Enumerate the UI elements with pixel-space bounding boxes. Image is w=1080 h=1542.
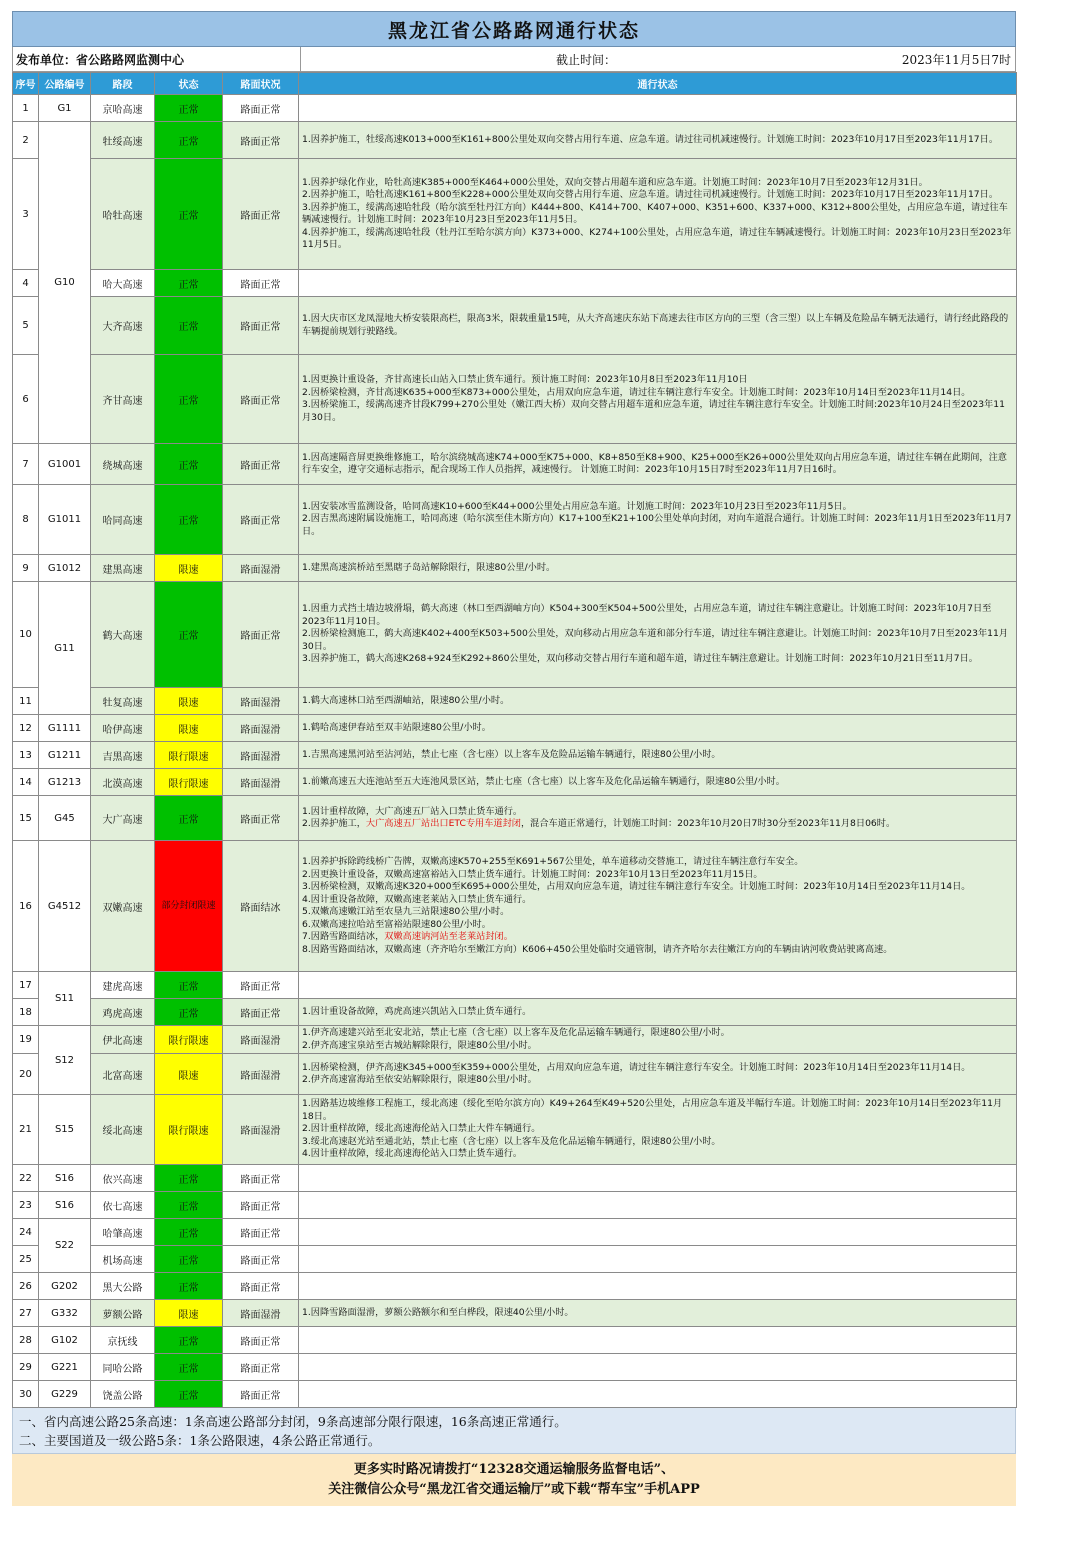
surface-condition: 路面正常 — [223, 159, 299, 270]
surface-condition: 路面正常 — [223, 444, 299, 485]
footer-line-1: 更多实时路况请拨打“12328交通运输服务监督电话”、 — [353, 1462, 675, 1477]
surface-condition: 路面正常 — [223, 355, 299, 444]
surface-condition: 路面正常 — [223, 1246, 299, 1273]
road-section: 北富高速 — [91, 1054, 155, 1095]
row-number: 30 — [13, 1381, 39, 1408]
road-section: 京抚线 — [91, 1327, 155, 1354]
status-badge: 正常 — [155, 122, 223, 159]
surface-condition: 路面正常 — [223, 796, 299, 841]
status-badge: 正常 — [155, 1219, 223, 1246]
traffic-details — [299, 715, 1017, 742]
road-code: G221 — [39, 1354, 91, 1381]
status-badge: 正常 — [155, 95, 223, 122]
table-row — [13, 796, 1017, 841]
road-code: G4512 — [39, 841, 91, 972]
table-row — [13, 1246, 1017, 1273]
road-code: G229 — [39, 1381, 91, 1408]
detail-line: 3.绥北高速赵光站至通北站，禁止七座（含七座）以上客车及危化品运输车辆通行，限速80公里/小时。 — [302, 1135, 721, 1147]
row-number: 12 — [13, 715, 39, 742]
traffic-details — [299, 122, 1017, 159]
detail-line: 1.建黑高速滨桥站至黑瞎子岛站解除限行，限速80公里/小时。 — [302, 561, 556, 573]
road-code: S15 — [39, 1095, 91, 1165]
detail-line: 3.因桥梁施工，绥满高速齐甘段K799+270公里处（嫩江西大桥）双向交替占用超车道和应急车道，请过往车辆注意行车安全。计划施工时间:2023年10月24日至2023年11月30日。 — [302, 399, 1005, 423]
footer-line-2: 关注微信公众号“黑龙江省交通运输厅”或下载“帮车宝”手机APP — [328, 1482, 700, 1497]
traffic-details — [299, 1300, 1017, 1327]
traffic-details — [299, 1246, 1017, 1273]
detail-line: 2.因桥梁检测施工，鹤大高速K402+400至K503+500公里处，双向移动占用应急车道和部分行车道，请过往车辆注意避让。计划施工时间：2023年10月7日至2023年11月30日。 — [302, 628, 1009, 652]
traffic-details — [299, 1192, 1017, 1219]
surface-condition: 路面正常 — [223, 1165, 299, 1192]
road-section: 鹤大高速 — [91, 582, 155, 688]
road-code: G1001 — [39, 444, 91, 485]
header-status: 状态 — [155, 73, 223, 95]
status-badge: 正常 — [155, 1273, 223, 1300]
detail-line: 1.因计重设备故障，鸡虎高速兴凯站入口禁止货车通行。 — [302, 1005, 532, 1017]
surface-condition: 路面湿滑 — [223, 715, 299, 742]
row-number: 15 — [13, 796, 39, 841]
road-code: G45 — [39, 796, 91, 841]
traffic-details — [299, 769, 1017, 796]
road-section: 伊北高速 — [91, 1026, 155, 1054]
traffic-details — [299, 796, 1017, 841]
road-section: 黑大公路 — [91, 1273, 155, 1300]
surface-condition: 路面湿滑 — [223, 555, 299, 582]
detail-line: 8.因路雪路面结冰，双嫩高速（齐齐哈尔至嫩江方向）K606+450公里处临时交通管制，请齐齐哈尔去往嫩江方向的车辆由讷河收费站驶离高速。 — [302, 943, 893, 955]
detail-line: 1.因路基边坡维修工程施工，绥北高速（绥化至哈尔滨方向）K49+264至K49+520公里处，占用应急车道及半幅行车道。计划施工时间：2023年10月14日至2023年11月18日。 — [302, 1098, 1003, 1122]
status-badge: 限速 — [155, 555, 223, 582]
row-number: 26 — [13, 1273, 39, 1300]
road-code: G11 — [39, 582, 91, 715]
row-number: 2 — [13, 122, 39, 159]
row-number: 9 — [13, 555, 39, 582]
detail-line: 2.因养护施工，哈牡高速K161+800至K228+000公里处双向交替占用行车道、应急车道。请过往司机减速慢行。计划施工时间：2023年10月17日至2023年11月17日。 — [302, 189, 999, 200]
table-row — [13, 1354, 1017, 1381]
surface-condition: 路面湿滑 — [223, 1300, 299, 1327]
status-badge: 正常 — [155, 355, 223, 444]
row-number: 4 — [13, 270, 39, 297]
row-number: 21 — [13, 1095, 39, 1165]
traffic-details — [299, 1381, 1017, 1408]
highlight-text: 大广高速五厂站出口ETC专用车道封闭 — [365, 818, 521, 829]
surface-condition: 路面正常 — [223, 972, 299, 999]
row-number: 27 — [13, 1300, 39, 1327]
detail-line: 4.因养护施工，绥满高速哈牡段（牡丹江至哈尔滨方向）K373+000、K274+100公里处，占用应急车道，请过往车辆减速慢行。计划施工时间：2023年10月23日至2023年11月5日。 — [302, 226, 1012, 250]
traffic-details — [299, 485, 1017, 555]
detail-line: 1.鹤大高速林口站至西湖岫站，限速80公里/小时。 — [302, 694, 510, 706]
status-badge: 限行限速 — [155, 769, 223, 796]
road-section: 哈伊高速 — [91, 715, 155, 742]
table-row — [13, 444, 1017, 485]
traffic-details — [299, 1095, 1017, 1165]
detail-line: 2.因更换计重设备，双嫩高速富裕站入口禁止货车通行。计划施工时间：2023年10月13日至2023年11月15日。 — [302, 868, 763, 880]
detail-line: 1.因安装冰雪监测设备，哈同高速K10+600至K44+000公里处占用应急车道。计划施工时间：2023年10月23日至2023年11月5日。 — [302, 500, 852, 512]
road-section: 绥北高速 — [91, 1095, 155, 1165]
row-number: 1 — [13, 95, 39, 122]
road-section: 哈肇高速 — [91, 1219, 155, 1246]
detail-line: 4.因计重设备故障，双嫩高速老莱站入口禁止货车通行。 — [302, 893, 532, 905]
deadline-value: 2023年11月5日7时 — [901, 52, 1011, 67]
surface-condition: 路面正常 — [223, 999, 299, 1026]
detail-line: 1.因养护拆除跨线桥广告牌，双嫩高速K570+255至K691+567公里处，单车道移动交替施工，请过往车辆注意行车安全。 — [302, 856, 804, 867]
row-number: 29 — [13, 1354, 39, 1381]
surface-condition: 路面正常 — [223, 1219, 299, 1246]
traffic-details — [299, 1026, 1017, 1054]
road-section: 双嫩高速 — [91, 841, 155, 972]
detail-line: 2.伊齐高速富海站至依安站解除限行，限速80公里/小时。 — [302, 1074, 537, 1085]
footer-box — [12, 1454, 1016, 1506]
table-header-row — [13, 73, 1017, 95]
surface-condition: 路面正常 — [223, 1273, 299, 1300]
row-number: 18 — [13, 999, 39, 1026]
road-section: 齐甘高速 — [91, 355, 155, 444]
road-section: 哈牡高速 — [91, 159, 155, 270]
table-row — [13, 742, 1017, 769]
table-row — [13, 270, 1017, 297]
traffic-details — [299, 1273, 1017, 1300]
table-row — [13, 999, 1017, 1026]
status-badge: 正常 — [155, 1354, 223, 1381]
row-number: 10 — [13, 582, 39, 688]
surface-condition: 路面正常 — [223, 297, 299, 355]
status-badge: 限速 — [155, 1054, 223, 1095]
detail-line: 1.因养护施工，牡绥高速K013+000至K161+800公里处双向交替占用行车道、应急车道。请过往司机减速慢行。计划施工时间：2023年10月17日至2023年11月17日。 — [302, 133, 999, 145]
detail-line: 2.因计重样故障，绥北高速海伦站入口禁止大件车辆通行。 — [302, 1123, 541, 1135]
status-badge: 正常 — [155, 1327, 223, 1354]
detail-line: 2.因吉黑高速附属设施施工，哈同高速（哈尔滨至佳木斯方向）K17+100至K21+100公里处单向封闭，对向车道混合通行。计划施工时间：2023年11月1日至2023年11月7日。 — [302, 513, 1012, 537]
road-code: S12 — [39, 1026, 91, 1095]
road-code: G202 — [39, 1273, 91, 1300]
summary-line-1: 一、省内高速公路25条高速：1条高速公路部分封闭，9条高速部分限行限速，16条高速正常通行。 — [19, 1414, 567, 1429]
row-number: 20 — [13, 1054, 39, 1095]
table-row — [13, 485, 1017, 555]
traffic-details — [299, 1219, 1017, 1246]
road-section: 北漠高速 — [91, 769, 155, 796]
status-badge: 正常 — [155, 297, 223, 355]
road-section: 京哈高速 — [91, 95, 155, 122]
status-badge: 正常 — [155, 444, 223, 485]
detail-line: 1.因桥梁检测，伊齐高速K345+000至K359+000公里处，占用双向应急车道，请过往车辆注意行车安全。计划施工时间：2023年10月14日至2023年11月14日。 — [302, 1061, 971, 1073]
detail-line: 5.双嫩高速嫩江站至农垦九三站限速80公里/小时。 — [302, 906, 510, 917]
road-code: G1211 — [39, 742, 91, 769]
row-number: 23 — [13, 1192, 39, 1219]
traffic-details — [299, 444, 1017, 485]
status-badge: 限速 — [155, 1300, 223, 1327]
table-row — [13, 582, 1017, 688]
row-number: 17 — [13, 972, 39, 999]
table-row — [13, 715, 1017, 742]
header-surface: 路面状况 — [223, 73, 299, 95]
road-section: 鸡虎高速 — [91, 999, 155, 1026]
traffic-details — [299, 555, 1017, 582]
detail-line: 3.因养护施工，鹤大高速K268+924至K292+860公里处，双向移动交替占用行车道和超车道，请过往车辆注意避让。计划施工时间：2023年10月21日至11月7日。 — [302, 653, 978, 665]
status-badge: 正常 — [155, 999, 223, 1026]
surface-condition: 路面湿滑 — [223, 742, 299, 769]
surface-condition: 路面正常 — [223, 270, 299, 297]
road-section: 绕城高速 — [91, 444, 155, 485]
detail-line: 1.鹤哈高速伊春站至双丰站限速80公里/小时。 — [302, 721, 491, 733]
detail-line: 3.因养护施工，绥满高速哈牡段（哈尔滨至牡丹江方向）K444+800、K414+700、K407+000、K351+600、K337+000、K312+800公里处，占用应急车道，请过往车辆减速慢行。计划施工时间：2023年10月23日至2023年11月5日。 — [302, 201, 1008, 225]
detail-line: 1.因大庆市区龙凤湿地大桥安装限高栏，限高3米，限载重量15吨，从大齐高速庆东站下高速去往市区方向的三型（含三型）以上车辆及危险品车辆无法通行，请行经此路段的车辆提前规划行驶路线。 — [302, 313, 1009, 337]
publisher-row — [12, 47, 1016, 72]
traffic-details — [299, 95, 1017, 122]
summary-box — [12, 1408, 1016, 1454]
detail-line: 1.前嫩高速五大连池站至五大连池风景区站，禁止七座（含七座）以上客车及危化品运输车辆通行，限速80公里/小时。 — [302, 775, 785, 787]
road-section: 建黑高速 — [91, 555, 155, 582]
row-number: 3 — [13, 159, 39, 270]
table-row — [13, 555, 1017, 582]
table-row — [13, 1165, 1017, 1192]
table-row — [13, 297, 1017, 355]
road-code: S22 — [39, 1219, 91, 1273]
table-row — [13, 159, 1017, 270]
traffic-details — [299, 688, 1017, 715]
detail-line: 3.因桥梁检测，双嫩高速K320+000至K695+000公里处，占用双向应急车道，请过往车辆注意行车安全。计划施工时间：2023年10月14日至2023年11月14日。 — [302, 881, 971, 892]
road-section: 牡绥高速 — [91, 122, 155, 159]
detail-line — [302, 818, 1013, 831]
detail-line: 1.吉黑高速黑河站至沾河站，禁止七座（含七座）以上客车及危险品运输车辆通行，限速80公里/小时。 — [302, 748, 721, 760]
table-row — [13, 95, 1017, 122]
detail-line: 1.伊齐高速建兴站至北安北站，禁止七座（含七座）以上客车及危化品运输车辆通行，限速80公里/小时。 — [302, 1027, 730, 1038]
road-code: G332 — [39, 1300, 91, 1327]
status-badge: 限行限速 — [155, 1095, 223, 1165]
table-row — [13, 355, 1017, 444]
traffic-details — [299, 999, 1017, 1026]
detail-line: 2.伊齐高速宝泉站至古城站解除限行，限速80公里/小时。 — [302, 1039, 537, 1051]
row-number: 28 — [13, 1327, 39, 1354]
table-row — [13, 122, 1017, 159]
surface-condition: 路面结冰 — [223, 841, 299, 972]
road-section: 依兴高速 — [91, 1165, 155, 1192]
header-no: 序号 — [13, 73, 39, 95]
row-number: 25 — [13, 1246, 39, 1273]
table-row — [13, 1054, 1017, 1095]
table-body — [13, 95, 1017, 1408]
status-badge: 部分封闭限速 — [155, 841, 223, 972]
status-sheet — [12, 11, 1016, 1506]
road-section: 牡复高速 — [91, 688, 155, 715]
surface-condition: 路面湿滑 — [223, 1054, 299, 1095]
row-number: 19 — [13, 1026, 39, 1054]
row-number: 8 — [13, 485, 39, 555]
road-code: G1111 — [39, 715, 91, 742]
table-row — [13, 1381, 1017, 1408]
row-number: 14 — [13, 769, 39, 796]
detail-line: 1.因养护绿化作业，哈牡高速K385+000至K464+000公里处，双向交替占用超车道和应急车道。计划施工时间：2023年10月7日至2023年12月31日。 — [302, 176, 928, 188]
road-code: S16 — [39, 1165, 91, 1192]
surface-condition: 路面正常 — [223, 122, 299, 159]
road-code: S16 — [39, 1192, 91, 1219]
traffic-details — [299, 1327, 1017, 1354]
row-number: 16 — [13, 841, 39, 972]
surface-condition: 路面正常 — [223, 1381, 299, 1408]
table-row — [13, 1095, 1017, 1165]
traffic-details — [299, 582, 1017, 688]
traffic-details — [299, 972, 1017, 999]
road-section: 依七高速 — [91, 1192, 155, 1219]
status-badge: 正常 — [155, 1246, 223, 1273]
road-section: 哈同高速 — [91, 485, 155, 555]
detail-line: 1.因降雪路面湿滑，萝额公路额尔和至白桦段，限速40公里/小时。 — [302, 1306, 574, 1318]
surface-condition: 路面湿滑 — [223, 1095, 299, 1165]
surface-condition: 路面湿滑 — [223, 769, 299, 796]
surface-condition: 路面湿滑 — [223, 1026, 299, 1054]
table-row — [13, 841, 1017, 972]
road-section: 吉黑高速 — [91, 742, 155, 769]
road-section: 大广高速 — [91, 796, 155, 841]
row-number: 6 — [13, 355, 39, 444]
road-code: G1213 — [39, 769, 91, 796]
status-badge: 正常 — [155, 1192, 223, 1219]
road-code: G10 — [39, 122, 91, 444]
status-badge: 正常 — [155, 159, 223, 270]
road-code: G1011 — [39, 485, 91, 555]
road-section: 大齐高速 — [91, 297, 155, 355]
status-badge: 正常 — [155, 270, 223, 297]
status-badge: 限行限速 — [155, 742, 223, 769]
row-number: 13 — [13, 742, 39, 769]
road-section: 饶盖公路 — [91, 1381, 155, 1408]
table-row — [13, 1026, 1017, 1054]
traffic-details — [299, 742, 1017, 769]
traffic-details — [299, 1054, 1017, 1095]
detail-text: 7.因路雪路面结冰， — [302, 931, 385, 942]
road-section: 机场高速 — [91, 1246, 155, 1273]
road-code: G1 — [39, 95, 91, 122]
header-code: 公路编号 — [39, 73, 91, 95]
surface-condition: 路面正常 — [223, 485, 299, 555]
row-number: 24 — [13, 1219, 39, 1246]
table-row — [13, 1300, 1017, 1327]
traffic-details — [299, 1165, 1017, 1192]
page-title: 黑龙江省公路路网通行状态 — [12, 11, 1016, 47]
surface-condition: 路面正常 — [223, 1192, 299, 1219]
status-badge: 正常 — [155, 485, 223, 555]
status-badge: 正常 — [155, 582, 223, 688]
detail-line: 1.因高速隔音屏更换维修施工，哈尔滨绕城高速K74+000至K75+000、K8+850至K8+900、K25+000至K26+000公里处双向占用应急车道，请过往车辆在此期间，注意行车安全，遵守交通标志指示，配合现场工作人员指挥，减速慢行。 计划施工时间：2023年10月15日7时至2023年11月7日16时。 — [302, 451, 1007, 475]
status-badge: 正常 — [155, 1165, 223, 1192]
surface-condition: 路面正常 — [223, 1327, 299, 1354]
table-row — [13, 688, 1017, 715]
deadline-label: 截止时间： — [555, 52, 616, 67]
table-row — [13, 1273, 1017, 1300]
detail-text: ，混合车道正常通行，计划施工时间：2023年10月20日7时30分至2023年11月8日06时。 — [521, 818, 896, 829]
table-row — [13, 1327, 1017, 1354]
detail-line: 4.因计重样故障，绥北高速海伦站入口禁止货车通行。 — [302, 1148, 523, 1160]
detail-line: 1.因计重样故障，大广高速五厂站入口禁止货车通行。 — [302, 805, 523, 817]
road-code: G1012 — [39, 555, 91, 582]
summary-line-2: 二、主要国道及一级公路5条：1条公路限速，4条公路正常通行。 — [19, 1433, 381, 1448]
header-section: 路段 — [91, 73, 155, 95]
surface-condition: 路面正常 — [223, 95, 299, 122]
status-badge: 正常 — [155, 1381, 223, 1408]
status-badge: 限速 — [155, 715, 223, 742]
row-number: 22 — [13, 1165, 39, 1192]
traffic-details — [299, 159, 1017, 270]
publisher-label: 发布单位：省公路路网监测中心 — [13, 47, 301, 71]
table-row — [13, 769, 1017, 796]
row-number: 5 — [13, 297, 39, 355]
table-row — [13, 1192, 1017, 1219]
row-number: 11 — [13, 688, 39, 715]
surface-condition: 路面正常 — [223, 1354, 299, 1381]
status-badge: 限速 — [155, 688, 223, 715]
status-table — [12, 72, 1017, 1408]
road-section: 哈大高速 — [91, 270, 155, 297]
detail-line: 1.因重力式挡土墙边坡滑塌，鹤大高速（林口至西湖岫方向）K504+300至K504+500公里处，占用应急车道，请过往车辆注意避让。计划施工时间：2023年10月7日至2023年11月10日。 — [302, 603, 992, 627]
detail-line: 2.因桥梁检测，齐甘高速K635+000至K873+000公里处，占用双向应急车道，请过往车辆注意行车安全。计划施工时间：2023年10月14日至2023年11月14日。 — [302, 386, 971, 398]
road-section: 同哈公路 — [91, 1354, 155, 1381]
surface-condition: 路面正常 — [223, 582, 299, 688]
detail-line — [302, 931, 1013, 944]
traffic-details — [299, 1354, 1017, 1381]
status-badge: 限行限速 — [155, 1026, 223, 1054]
road-section: 萝额公路 — [91, 1300, 155, 1327]
detail-text: 2.因养护施工， — [302, 818, 366, 829]
detail-line: 6.双嫩高速拉哈站至富裕站限速80公里/小时。 — [302, 918, 491, 930]
table-row — [13, 1219, 1017, 1246]
highlight-text: 双嫩高速讷河站至老莱站封闭。 — [384, 931, 513, 942]
table-row — [13, 972, 1017, 999]
row-number: 7 — [13, 444, 39, 485]
traffic-details — [299, 841, 1017, 972]
road-code: G102 — [39, 1327, 91, 1354]
traffic-details — [299, 355, 1017, 444]
status-badge: 正常 — [155, 972, 223, 999]
status-badge: 正常 — [155, 796, 223, 841]
header-traffic: 通行状态 — [299, 73, 1017, 95]
detail-line: 1.因更换计重设备，齐甘高速长山站入口禁止货车通行。预计施工时间：2023年10月8日至2023年11月10日 — [302, 374, 748, 385]
road-code: S11 — [39, 972, 91, 1026]
traffic-details — [299, 297, 1017, 355]
road-section: 建虎高速 — [91, 972, 155, 999]
surface-condition: 路面湿滑 — [223, 688, 299, 715]
traffic-details — [299, 270, 1017, 297]
